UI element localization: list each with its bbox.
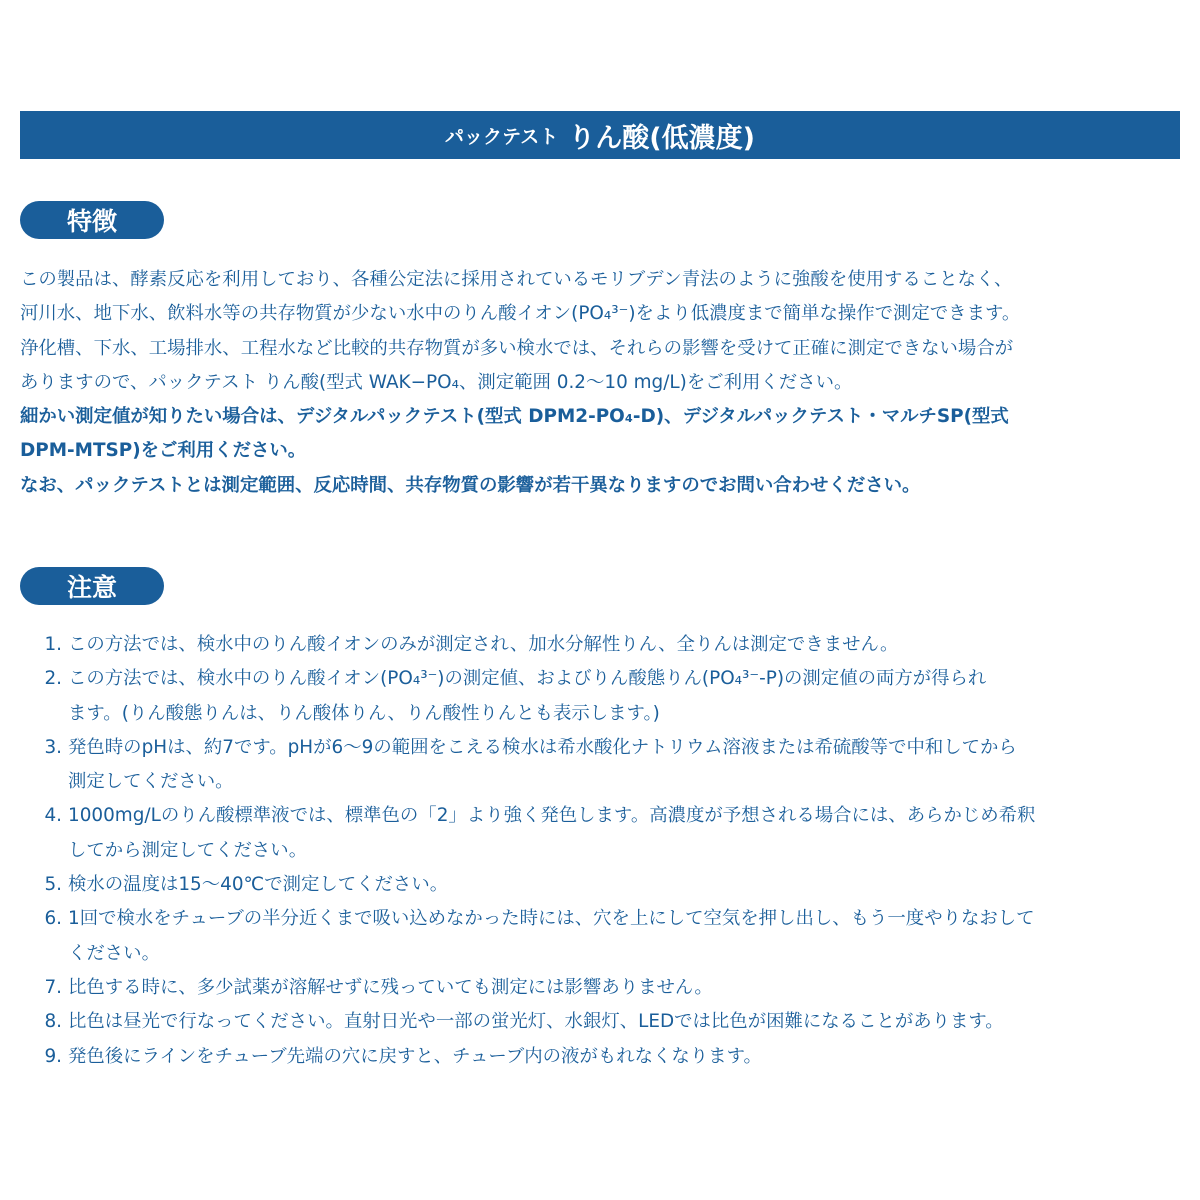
item-text: 測定してください。	[68, 771, 234, 793]
item-text: 1000mg/Lのりん酸標準液では、標準色の「2」より強く発色します。高濃度が予想される場合には、あらかじめ希釈	[68, 805, 1036, 827]
features-line: ありますので、パックテスト りん酸(型式 WAK−PO₄、測定範囲 0.2〜10 mg/L)をご利用ください。	[20, 371, 853, 393]
item-text: ます。(りん酸態りんは、りん酸体りん、りん酸性りんとも表示します。)	[68, 702, 660, 724]
caution-item	[20, 628, 1182, 662]
item-text: 比色は昼光で行なってください。直射日光や一部の蛍光灯、水銀灯、LEDでは比色が困難になることがあります。	[68, 1011, 1004, 1033]
title-banner	[20, 111, 1180, 159]
product-line-label: パックテスト	[445, 125, 559, 148]
product-name-title: りん酸(低濃度)	[568, 122, 755, 154]
features-line: 浄化槽、下水、工場排水、工程水など比較的共存物質が多い検水では、それらの影響を受けて正確に測定できない場合が	[20, 337, 1014, 359]
caution-item	[20, 868, 1182, 902]
item-text: 検水の温度は15〜40℃で測定してください。	[68, 874, 449, 896]
item-number: 3.	[44, 736, 62, 758]
features-line: この製品は、酵素反応を利用しており、各種公定法に採用されているモリブデン青法のように強酸を使用することなく、	[20, 269, 1013, 290]
item-text: この方法では、検水中のりん酸イオンのみが測定され、加水分解性りん、全りんは測定できません。	[68, 634, 899, 655]
caution-item	[20, 1040, 1182, 1074]
caution-item	[20, 971, 1182, 1005]
caution-heading: 注意	[20, 567, 164, 605]
item-text: 比色する時に、多少試薬が溶解せずに残っていても測定には影響ありません。	[68, 976, 713, 998]
features-bold-line: DPM-MTSP)をご利用ください。	[20, 440, 307, 462]
features-bold-line: なお、パックテストとは測定範囲、反応時間、共存物質の影響が若干異なりますのでお問い合わせください。	[20, 474, 921, 496]
item-number: 9.	[44, 1045, 62, 1067]
caution-item-cont	[20, 937, 1182, 971]
item-number: 4.	[44, 805, 62, 827]
caution-item-cont	[20, 697, 1182, 731]
caution-item	[20, 662, 1182, 696]
item-text: 発色後にラインをチューブ先端の穴に戻すと、チューブ内の液がもれなくなります。	[68, 1045, 762, 1067]
features-line: 河川水、地下水、飲料水等の共存物質が少ない水中のりん酸イオン(PO₄³⁻)をより低濃度まで簡単な操作で測定できます。	[20, 303, 1021, 325]
item-number: 8.	[44, 1011, 62, 1033]
item-text: してから測定してください。	[68, 839, 308, 861]
item-text: 1回で検水をチューブの半分近くまで吸い込めなかった時には、穴を上にして空気を押し出し、もう一度やりなおして	[68, 908, 1035, 930]
item-number: 1.	[44, 634, 62, 655]
item-number: 2.	[44, 668, 62, 690]
item-text: この方法では、検水中のりん酸イオン(PO₄³⁻)の測定値、およびりん酸態りん(PO₄³⁻-P)の測定値の両方が得られ	[68, 668, 987, 690]
caution-item-cont	[20, 834, 1182, 868]
item-text: 発色時のpHは、約7です。pHが6〜9の範囲をこえる検水は希水酸化ナトリウム溶液または希硫酸等で中和してから	[68, 736, 1017, 758]
caution-item	[20, 902, 1182, 936]
features-heading: 特徴	[20, 201, 164, 239]
features-section	[20, 263, 1182, 503]
item-number: 7.	[44, 976, 62, 998]
item-text: ください。	[68, 942, 160, 964]
caution-item	[20, 731, 1182, 765]
features-bold-line: 細かい測定値が知りたい場合は、デジタルパックテスト(型式 DPM2-PO₄-D)、デジタルパックテスト・マルチSP(型式	[20, 406, 1009, 428]
caution-item-cont	[20, 765, 1182, 799]
caution-item	[20, 1005, 1182, 1039]
caution-list	[20, 628, 1182, 1074]
item-number: 5.	[44, 874, 62, 896]
item-number: 6.	[44, 908, 62, 930]
caution-item	[20, 799, 1182, 833]
